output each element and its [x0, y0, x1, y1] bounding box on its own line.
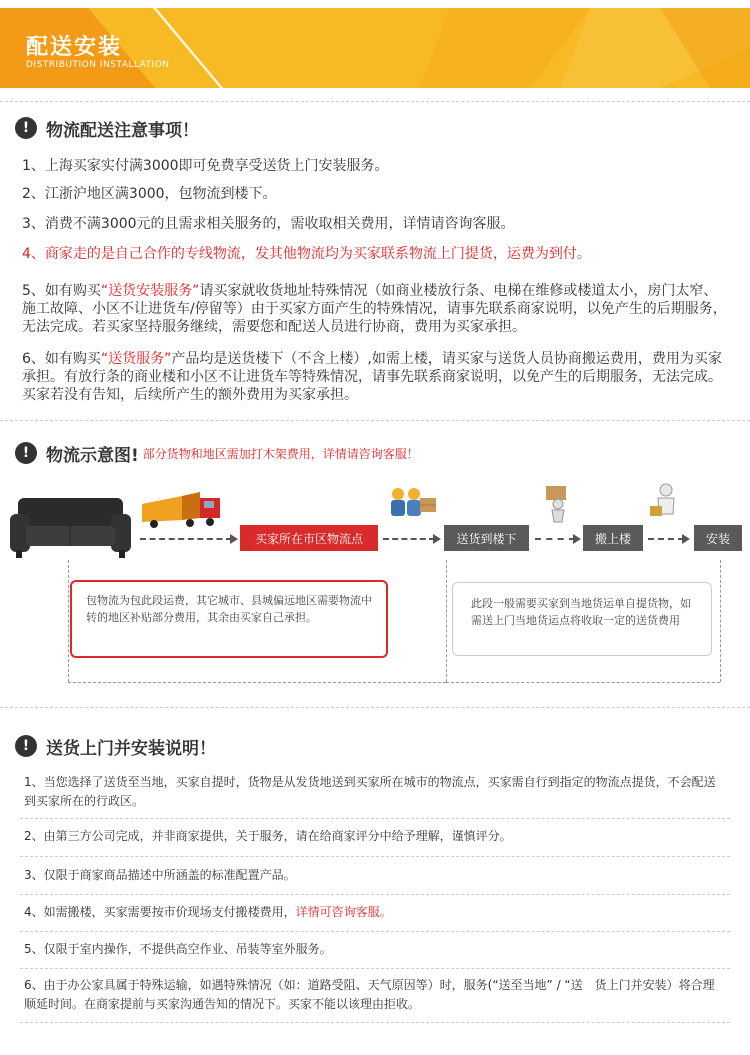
arrow-line: [648, 538, 684, 540]
exclamation-icon: !: [15, 735, 37, 757]
item-prefix: 5、如有购买: [22, 283, 101, 299]
item-text: 4、如需搬楼，买家需要按市价现场支付搬楼费用，: [24, 905, 296, 919]
divider: [0, 101, 750, 102]
sofa-icon: [8, 492, 133, 562]
header-banner: [0, 8, 750, 88]
self-pickup-note-box: 此段一般需要买家到当地货运单自提货物，如需送上门当地货运点将收取一定的送货费用: [452, 582, 712, 656]
row-divider: [20, 894, 730, 895]
service-item: 5、仅限于室内操作，不提供高空作业、吊装等室外服务。: [24, 942, 332, 956]
row-divider: [20, 856, 730, 857]
service-highlight: “送货安装服务”: [100, 283, 200, 299]
arrow-head-icon: [682, 534, 690, 544]
bracket-line: [446, 682, 720, 683]
row-divider: [20, 931, 730, 932]
notice-item: [22, 350, 727, 404]
row-divider: [20, 1022, 730, 1023]
delivery-workers-icon: [386, 486, 438, 522]
node-install: 安装: [694, 525, 742, 551]
bracket-line: [446, 560, 447, 682]
notice-item-highlight: 4、商家走的是自己合作的专线物流，发其他物流均为买家联系物流上门提货，运费为到付。: [22, 246, 591, 262]
arrow-head-icon: [230, 534, 238, 544]
row-divider: [20, 818, 730, 819]
exclamation-icon: !: [15, 117, 37, 139]
service-item: 2、由第三方公司完成，并非商家提供，关于服务，请在给商家评分中给予理解，谨慎评分。: [24, 829, 512, 843]
arrow-line: [535, 538, 575, 540]
node-downstairs: 送货到楼下: [444, 525, 529, 551]
section-heading: [15, 440, 419, 466]
notice-item: 2、江浙沪地区满3000，包物流到楼下。: [22, 186, 277, 202]
bracket-line: [720, 560, 721, 682]
page-title: 配送安装: [26, 35, 123, 60]
notice-item: 1、上海买家实付满3000即可免费享受送货上门安装服务。: [22, 158, 389, 174]
arrow-head-icon: [433, 534, 441, 544]
service-item: 6、由于办公家具属于特殊运输，如遇特殊情况（如：道路受阻、天气原因等）时，服务(“送至当地” / “送 货上门并安装）将合理顺延时间。在商家提前与买家沟通告知的情况下。买家不能以该理由拒收。: [24, 978, 715, 1011]
divider: [0, 420, 750, 421]
node-pickup-point: 买家所在市区物流点: [240, 525, 378, 551]
consult-highlight: 详情可咨询客服。: [295, 905, 392, 919]
section-title: 物流示意图!: [46, 445, 139, 466]
arrow-line: [383, 538, 435, 540]
item-text: 请买家就收货地址特殊情况（如商业楼放行条、电梯在维修或楼道太小，房门太窄、施工故障、小区不让进货车/停留等）由于买家方面产生的特殊情况，请事先联系商家说明，以免产生的后期服务，无法完成。若买家坚持服务继续，需要您和配送人员进行协商，费用为买家承担。: [22, 283, 727, 335]
divider: [0, 707, 750, 708]
node-upstairs: 搬上楼: [583, 525, 643, 551]
installer-icon: [646, 482, 686, 524]
carrying-person-icon: [538, 484, 578, 524]
bracket-line: [68, 682, 446, 683]
section-heading: [15, 115, 199, 141]
logistics-note-box: 包物流为包此段运费，其它城市、县城偏远地区需要物流中转的地区补贴部分费用，其余由买家自己承担。: [70, 580, 388, 658]
truck-icon: [142, 490, 224, 532]
item-text: 产品均是送货楼下（不含上楼）,如需上楼，请买家与送货人员协商搬运费用，费用为买家承担。有放行条的商业楼和小区不让进货车等特殊情况，请事先联系商家说明，以免产生的后期服务，无法完成。买家若没有告知，后续所产生的额外费用为买家承担。: [22, 351, 722, 403]
bracket-line: [68, 560, 69, 682]
row-divider: [20, 968, 730, 969]
service-highlight: “送货服务”: [100, 351, 172, 367]
section-title: 物流配送注意事项！: [46, 120, 199, 141]
service-item: 3、仅限于商家商品描述中所涵盖的标准配置产品。: [24, 868, 296, 882]
exclamation-icon: !: [15, 442, 37, 464]
arrow-head-icon: [573, 534, 581, 544]
page-subtitle: DISTRIBUTION INSTALLATION: [26, 60, 170, 70]
notice-item: [22, 282, 727, 336]
section-title: 送货上门并安装说明！: [46, 738, 216, 759]
arrow-line: [140, 538, 232, 540]
notice-item: 3、消费不满3000元的且需求相关服务的，需收取相关费用，详情请咨询客服。: [22, 216, 515, 232]
section-note: 部分货物和地区需加打木架费用，详情请咨询客服！: [142, 446, 419, 461]
banner-geometric-pattern: [330, 8, 750, 88]
service-item: [24, 903, 724, 922]
section-heading: [15, 733, 216, 759]
service-item: 1、当您选择了送货至当地，买家自提时，货物是从发货地送到买家所在城市的物流点，买家需自行到指定的物流点提货，不会配送到买家所在的行政区。: [24, 775, 716, 808]
item-prefix: 6、如有购买: [22, 351, 101, 367]
